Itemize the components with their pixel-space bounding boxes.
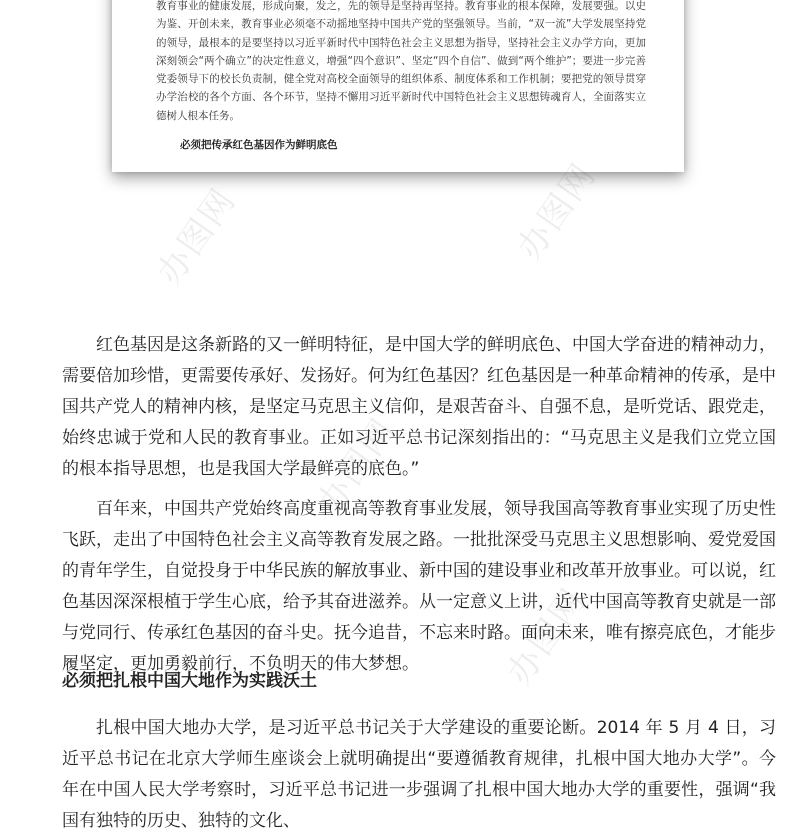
paragraph: 红色基因是这条新路的又一鲜明特征，是中国大学的鲜明底色、中国大学奋进的精神动力，需要倍加珍惜，更需要传承好、发扬好。何为红色基因？红色基因是一种革命精神的传承，是中国共产党人的精神内核，是坚定马克思主义信仰，是艰苦奋斗、自强不息，是听党话、跟党走，始终忠诚于党和人民的教育事业。正如习近平总书记深刻指出的：“马克思主义是我们立党立国的根本指导思想，也是我国大学最鲜亮的底色。” [62, 335, 776, 479]
section-heading: 必须把扎根中国大地作为实践沃土 [62, 671, 317, 691]
card-section-heading: 必须把传承红色基因作为鲜明底色 [180, 139, 338, 151]
watermark: 办图网 [509, 155, 605, 268]
watermark: 办图网 [309, 410, 405, 523]
paragraph: 扎根中国大地办大学，是习近平总书记关于大学建设的重要论断。2014 年 5 月 4 日，习近平总书记在北京大学师生座谈会上就明确提出“要遵循教育规律，扎根中国大地办大学”。今年在中国人民大学考察时，习近平总书记进一步强调了扎根中国大地办大学的重要性，强调“我国有独特的历史、独特的文化、 [62, 718, 776, 831]
paragraph: 百年来，中国共产党始终高度重视高等教育事业发展，领导我国高等教育事业实现了历史性飞跃，走出了中国特色社会主义高等教育发展之路。一批批深受马克思主义思想影响、爱党爱国的青年学生，自觉投身于中华民族的解放事业、新中国的建设事业和改革开放事业。可以说，红色基因深深根植于学生心底，给予其奋进滋养。从一定意义上讲，近代中国高等教育史就是一部与党同行、传承红色基因的奋斗史。抚今追昔，不忘来时路。面向未来，唯有擦亮底色，才能步履坚定，更加勇毅前行，不负明天的伟大梦想。 [62, 499, 776, 674]
excerpt-card [112, 0, 684, 172]
watermark: 办图网 [149, 180, 245, 293]
card-body-text: 教育事业的健康发展，形成向聚，发之，先的领导是坚持再坚持。教育事业的根本保障，发展要强。以史为鉴、开创未来，教育事业必须毫不动摇地坚持中国共产党的坚强领导。当前，“双一流”大学发展坚持党的领导，最根本的是要坚持以习近平新时代中国特色社会主义思想为指导，坚持社会主义办学方向，更加深刻领会“两个确立”的决定性意义，增强“四个意识”、坚定“四个自信”、做到“两个维护”；要进一步完善党委领导下的校长负责制，健全党对高校全面领导的组织体系、制度体系和工作机制；要把党的领导贯穿办学治校的各个方面、各个环节，坚持不懈用习近平新时代中国特色社会主义思想铸魂育人，全面落实立德树人根本任务。 [156, 0, 646, 122]
watermark: 办图网 [499, 580, 595, 693]
